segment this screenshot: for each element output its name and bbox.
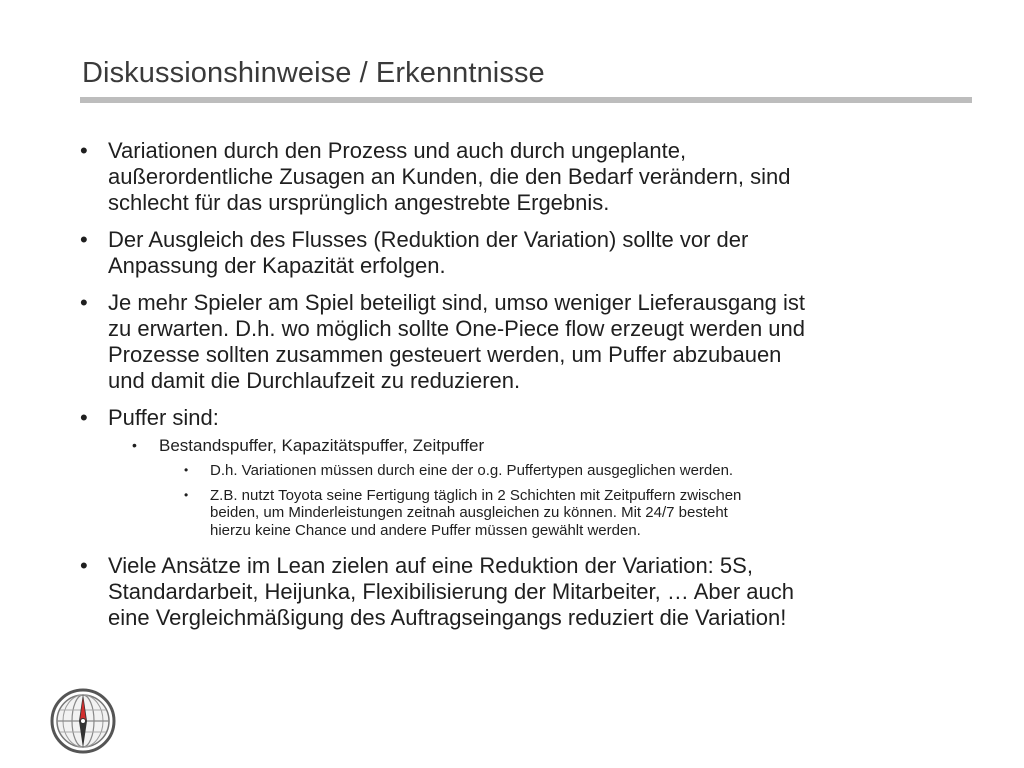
bullet-item [80, 553, 980, 631]
bullet-list [80, 138, 980, 642]
bullet-item [80, 227, 980, 279]
bullet-icon: • [80, 553, 88, 578]
bullet-text-line: Viele Ansätze im Lean zielen auf eine Reduktion der Variation: 5S, [108, 553, 753, 578]
bullet-text-line: Variationen durch den Prozess und auch durch ungeplante, [108, 138, 687, 163]
bullet-text-line: Der Ausgleich des Flusses (Reduktion der Variation) sollte vor der [108, 227, 749, 252]
bullet-text-line: eine Vergleichmäßigung des Auftragseingangs reduziert die Variation! [108, 605, 787, 630]
bullet-text-line: außerordentliche Zusagen an Kunden, die den Bedarf verändern, sind [108, 164, 791, 189]
bullet-item [80, 290, 980, 394]
sub-sub-bullet-text: D.h. Variationen müssen durch eine der o.g. Puffertypen ausgeglichen werden. [210, 462, 734, 479]
bullet-icon: • [80, 290, 88, 315]
sub-sub-bullet-text: Z.B. nutzt Toyota seine Fertigung täglich in 2 Schichten mit Zeitpuffern zwischen [210, 486, 742, 504]
bullet-icon: • [184, 487, 189, 502]
sub-sub-bullet-text: beiden, um Minderleistungen zeitnah ausgleichen zu können. Mit 24/7 besteht [210, 504, 728, 521]
bullet-text-line: und damit die Durchlaufzeit zu reduzieren. [108, 368, 521, 393]
bullet-icon: • [80, 138, 88, 163]
bullet-text-line: Standardarbeit, Heijunka, Flexibilisierung der Mitarbeiter, … Aber auch [108, 579, 795, 604]
bullet-text-line: Je mehr Spieler am Spiel beteiligt sind, umso weniger Lieferausgang ist [108, 290, 806, 315]
logo-pivot [81, 719, 86, 724]
bullet-text-line: Puffer sind: [108, 405, 219, 430]
title-divider [80, 97, 972, 103]
bullet-item [80, 405, 980, 431]
sub-sub-bullet-text: hierzu keine Chance und andere Puffer müssen gewählt werden. [210, 521, 641, 539]
sub-bullet-text: Bestandspuffer, Kapazitätspuffer, Zeitpuffer [159, 436, 485, 455]
slide-title: Diskussionshinweise / Erkenntnisse [82, 57, 545, 89]
sub-sub-bullet-item [80, 487, 980, 540]
sub-sub-bullet-item [80, 462, 980, 480]
bullet-icon: • [132, 437, 137, 453]
bullet-text-line: Prozesse sollten zusammen gesteuert werden, um Puffer abzubauen [108, 342, 782, 367]
sub-bullet-item [80, 435, 980, 456]
bullet-text-line: Anpassung der Kapazität erfolgen. [108, 253, 446, 278]
bullet-text-line: zu erwarten. D.h. wo möglich sollte One-Piece flow erzeugt werden und [108, 316, 806, 341]
bullet-icon: • [184, 463, 189, 477]
bullet-icon: • [80, 405, 88, 430]
compass-globe-icon [50, 688, 116, 754]
bullet-text-line: schlecht für das ursprünglich angestrebte Ergebnis. [108, 190, 610, 215]
bullet-item [80, 138, 980, 216]
bullet-icon: • [80, 227, 88, 252]
